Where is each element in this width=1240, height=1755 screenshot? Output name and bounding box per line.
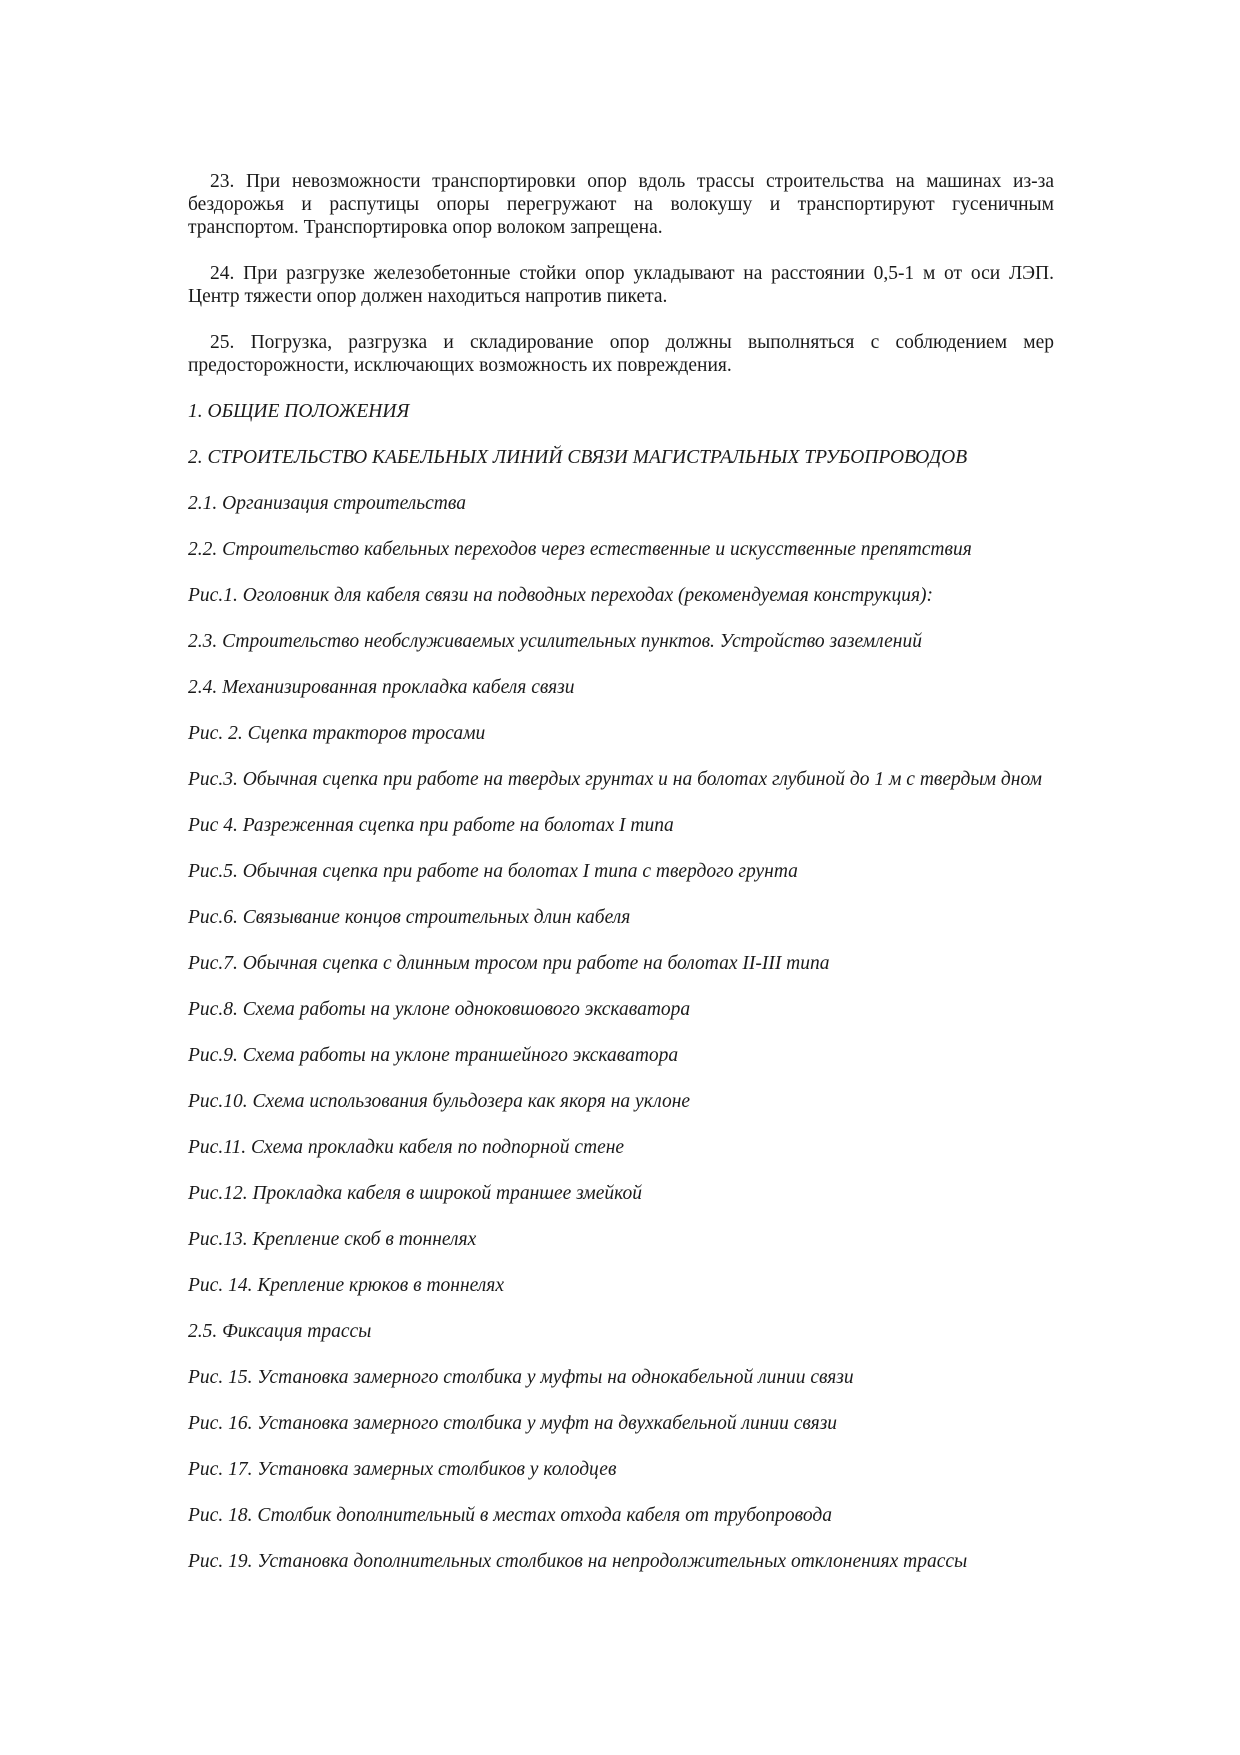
toc-item[interactable]: Рис. 2. Сцепка тракторов тросами [188,723,486,744]
table-of-contents [188,400,1054,1573]
toc-item[interactable]: Рис.11. Схема прокладки кабеля по подпорной стене [188,1137,625,1158]
toc-item[interactable]: 2.5. Фиксация трассы [188,1321,372,1342]
toc-item[interactable]: Рис.3. Обычная сцепка при работе на твердых грунтах и на болотах глубиной до 1 м с твердым дном [188,769,1042,790]
toc-item[interactable]: 1. ОБЩИЕ ПОЛОЖЕНИЯ [188,401,410,422]
toc-item[interactable]: Рис. 15. Установка замерного столбика у муфты на однокабельной линии связи [188,1367,854,1388]
toc-item[interactable]: Рис.1. Оголовник для кабеля связи на подводных переходах (рекомендуемая конструкция): [188,585,934,606]
toc-item[interactable]: Рис. 16. Установка замерного столбика у муфт на двухкабельной линии связи [188,1413,838,1434]
toc-item[interactable]: Рис.10. Схема использования бульдозера как якоря на уклоне [188,1091,691,1112]
toc-item[interactable]: Рис.7. Обычная сцепка с длинным тросом при работе на болотах II-III типа [188,953,830,974]
toc-item[interactable]: Рис.8. Схема работы на уклоне одноковшового экскаватора [188,999,691,1020]
toc-item[interactable]: 2.2. Строительство кабельных переходов через естественные и искусственные препятствия [188,539,972,560]
paragraph-23: 23. При невозможности транспортировки опор вдоль трассы строительства на машинах из-за бездорожья и распутицы опоры перегружают на волокушу и транспортируют гусеничным транспортом. Транспортировка опор волоком запрещена. [188,171,1054,238]
toc-item[interactable]: 2.1. Организация строительства [188,493,466,514]
toc-item[interactable]: Рис.9. Схема работы на уклоне траншейного экскаватора [188,1045,679,1066]
toc-item[interactable]: Рис. 18. Столбик дополнительный в местах отхода кабеля от трубопровода [188,1505,832,1526]
paragraph-25: 25. Погрузка, разгрузка и складирование опор должны выполняться с соблюдением мер предосторожности, исключающих возможность их повреждения. [188,332,1054,376]
toc-item[interactable]: Рис 4. Разреженная сцепка при работе на болотах I типа [188,815,674,836]
toc-item[interactable]: Рис.6. Связывание концов строительных длин кабеля [188,907,631,928]
toc-item[interactable]: Рис. 17. Установка замерных столбиков у колодцев [188,1459,617,1480]
paragraph-24: 24. При разгрузке железобетонные стойки опор укладывают на расстоянии 0,5-1 м от оси ЛЭП. Центр тяжести опор должен находиться напротив пикета. [188,263,1054,307]
toc-item[interactable]: Рис.5. Обычная сцепка при работе на болотах I типа с твердого грунта [188,861,798,882]
document-page [188,170,1054,1596]
toc-item[interactable]: 2. СТРОИТЕЛЬСТВО КАБЕЛЬНЫХ ЛИНИЙ СВЯЗИ МАГИСТРАЛЬНЫХ ТРУБОПРОВОДОВ [188,447,968,468]
toc-item[interactable]: 2.4. Механизированная прокладка кабеля связи [188,677,575,698]
toc-item[interactable]: 2.3. Строительство необслуживаемых усилительных пунктов. Устройство заземлений [188,631,922,652]
toc-item[interactable]: Рис. 19. Установка дополнительных столбиков на непродолжительных отклонениях трассы [188,1551,968,1572]
toc-item[interactable]: Рис.12. Прокладка кабеля в широкой траншее змейкой [188,1183,643,1204]
toc-item[interactable]: Рис.13. Крепление скоб в тоннелях [188,1229,477,1250]
toc-item[interactable]: Рис. 14. Крепление крюков в тоннелях [188,1275,505,1296]
